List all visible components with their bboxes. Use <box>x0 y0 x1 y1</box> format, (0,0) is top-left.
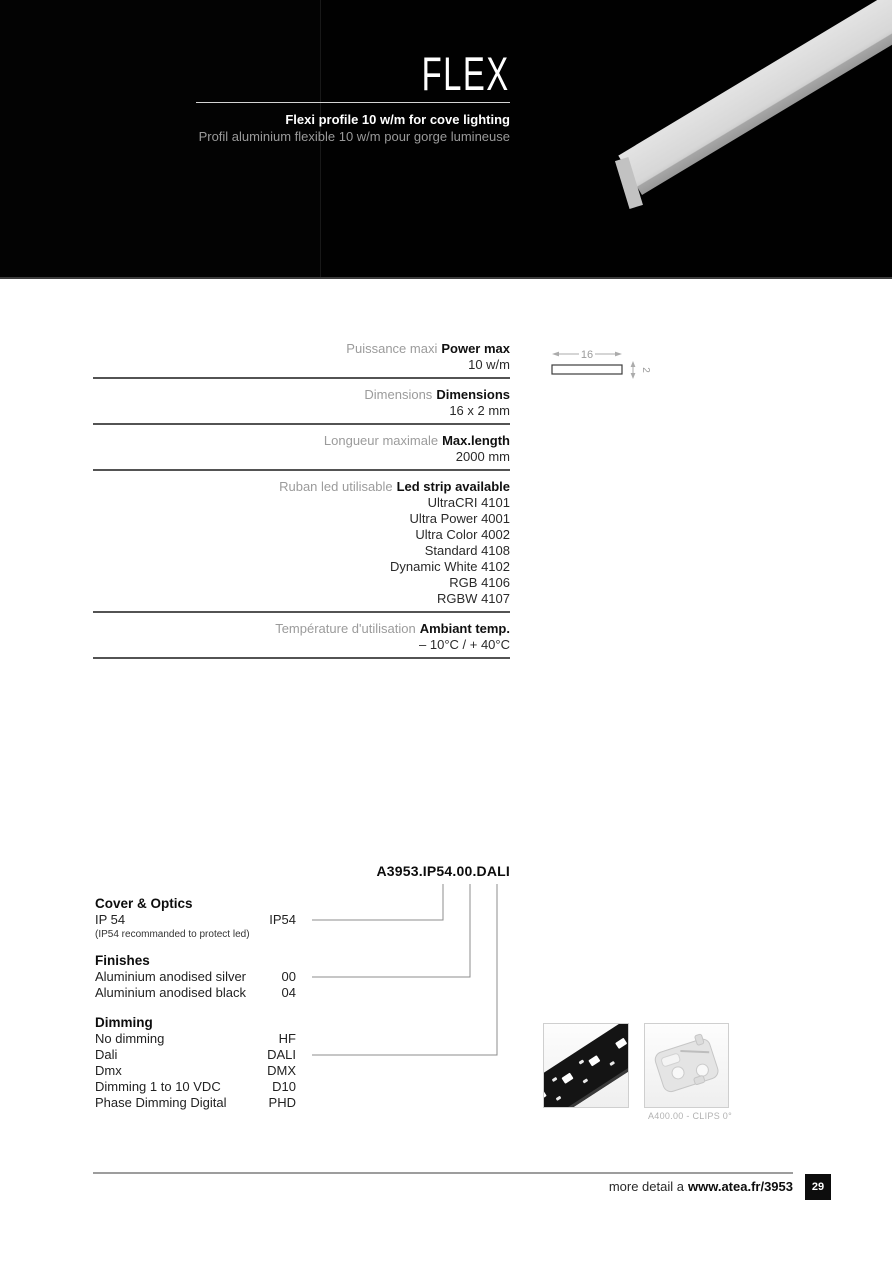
dim-width-label: 16 <box>580 349 594 361</box>
spec-value: 10 w/m <box>468 357 510 372</box>
spec-row-power <box>93 333 510 379</box>
spec-value: 16 x 2 mm <box>449 403 510 418</box>
spec-label-fr: Puissance maxi <box>346 341 438 356</box>
product-thumb-led-strip <box>543 1023 629 1108</box>
product-title: FLEX <box>422 47 510 100</box>
title-underline <box>196 102 510 103</box>
spec-row-ambient-temp <box>93 613 510 659</box>
option-label: Aluminium anodised black <box>95 985 247 1000</box>
spec-label <box>93 341 510 357</box>
spec-label <box>93 387 510 403</box>
spec-value: Standard 4108 <box>424 543 510 558</box>
footer-text <box>609 1179 793 1194</box>
spec-value: Ultra Color 4002 <box>415 527 510 542</box>
option-code: PHD <box>268 1095 296 1110</box>
spec-row-dimensions <box>93 379 510 425</box>
option-code: HF <box>278 1031 296 1046</box>
option-code: 04 <box>281 985 296 1000</box>
option-label: Dali <box>95 1047 118 1062</box>
option-code: 00 <box>281 969 296 984</box>
spec-label <box>93 433 510 449</box>
option-label: Aluminium anodised silver <box>95 969 247 984</box>
option-row <box>95 985 296 1001</box>
option-code: D10 <box>272 1079 296 1094</box>
profile-cross-section <box>552 365 622 374</box>
spec-label-en: Dimensions <box>436 387 510 402</box>
clip-caption: A400.00 - CLIPS 0° <box>647 1111 733 1121</box>
dim-height-label: 2 <box>640 367 651 373</box>
ordering-group-cover-optics <box>95 896 296 941</box>
option-row <box>95 1047 296 1063</box>
arrow-up-icon <box>631 361 636 367</box>
arrow-left-icon <box>552 352 559 357</box>
option-row <box>95 969 296 985</box>
subtitle-fr: Profil aluminium flexible 10 w/m pour gorge lumineuse <box>198 129 510 144</box>
spec-label <box>93 621 510 637</box>
option-label: No dimming <box>95 1031 165 1046</box>
spec-label-en: Led strip available <box>396 479 510 494</box>
spec-value: – 10°C / + 40°C <box>419 637 510 652</box>
ordering-group-finishes <box>95 953 296 1001</box>
option-label: Phase Dimming Digital <box>95 1095 227 1110</box>
arrow-down-icon <box>631 373 636 379</box>
option-label: Dimming 1 to 10 VDC <box>95 1079 221 1094</box>
dimension-diagram <box>550 342 652 388</box>
spec-value: RGB 4106 <box>449 575 510 590</box>
spec-label-fr: Longueur maximale <box>323 433 439 448</box>
spec-value: Ultra Power 4001 <box>409 511 510 526</box>
option-row <box>95 1079 296 1095</box>
spec-table <box>93 333 510 659</box>
spec-row-led-strips <box>93 471 510 613</box>
footer-rule <box>93 1172 793 1174</box>
page-number-badge: 29 <box>805 1174 831 1200</box>
spec-value: UltraCRI 4101 <box>427 495 510 510</box>
option-row <box>95 1095 296 1111</box>
group-heading: Finishes <box>95 953 150 968</box>
group-heading: Cover & Optics <box>95 896 193 911</box>
option-row <box>95 912 296 928</box>
spec-label-fr: Température d'utilisation <box>275 621 416 636</box>
spec-value: RGBW 4107 <box>437 591 510 606</box>
product-thumb-clip <box>644 1023 729 1108</box>
option-row <box>95 1063 296 1079</box>
spec-label-en: Max.length <box>442 433 510 448</box>
led-strip-image <box>543 1023 629 1108</box>
spec-row-max-length <box>93 425 510 471</box>
group-heading: Dimming <box>95 1015 153 1030</box>
spec-label-fr: Dimensions <box>364 387 433 402</box>
option-code: DALI <box>267 1047 296 1062</box>
spec-value: 2000 mm <box>455 449 510 464</box>
footer-more-detail: more detail a <box>608 1179 684 1194</box>
spec-label-fr: Ruban led utilisable <box>279 479 393 494</box>
spec-label-en: Ambiant temp. <box>419 621 510 636</box>
option-note: (IP54 recommanded to protect led) <box>95 929 250 940</box>
subtitle-en: Flexi profile 10 w/m for cove lighting <box>285 112 510 127</box>
footer-url[interactable]: www.atea.fr/3953 <box>687 1179 793 1194</box>
header-banner <box>0 0 892 279</box>
spec-label <box>93 479 510 495</box>
spec-label-en: Power max <box>441 341 510 356</box>
spec-value: Dynamic White 4102 <box>390 559 510 574</box>
option-row <box>95 1031 296 1047</box>
option-label: Dmx <box>95 1063 122 1078</box>
ordering-group-dimming <box>95 1015 296 1111</box>
arrow-right-icon <box>615 352 622 357</box>
clip-image <box>645 1024 728 1107</box>
option-code: IP54 <box>269 912 296 927</box>
option-code: DMX <box>267 1063 296 1078</box>
option-label: IP 54 <box>95 912 126 927</box>
ordering-code: A3953.IP54.00.DALI <box>376 863 510 879</box>
